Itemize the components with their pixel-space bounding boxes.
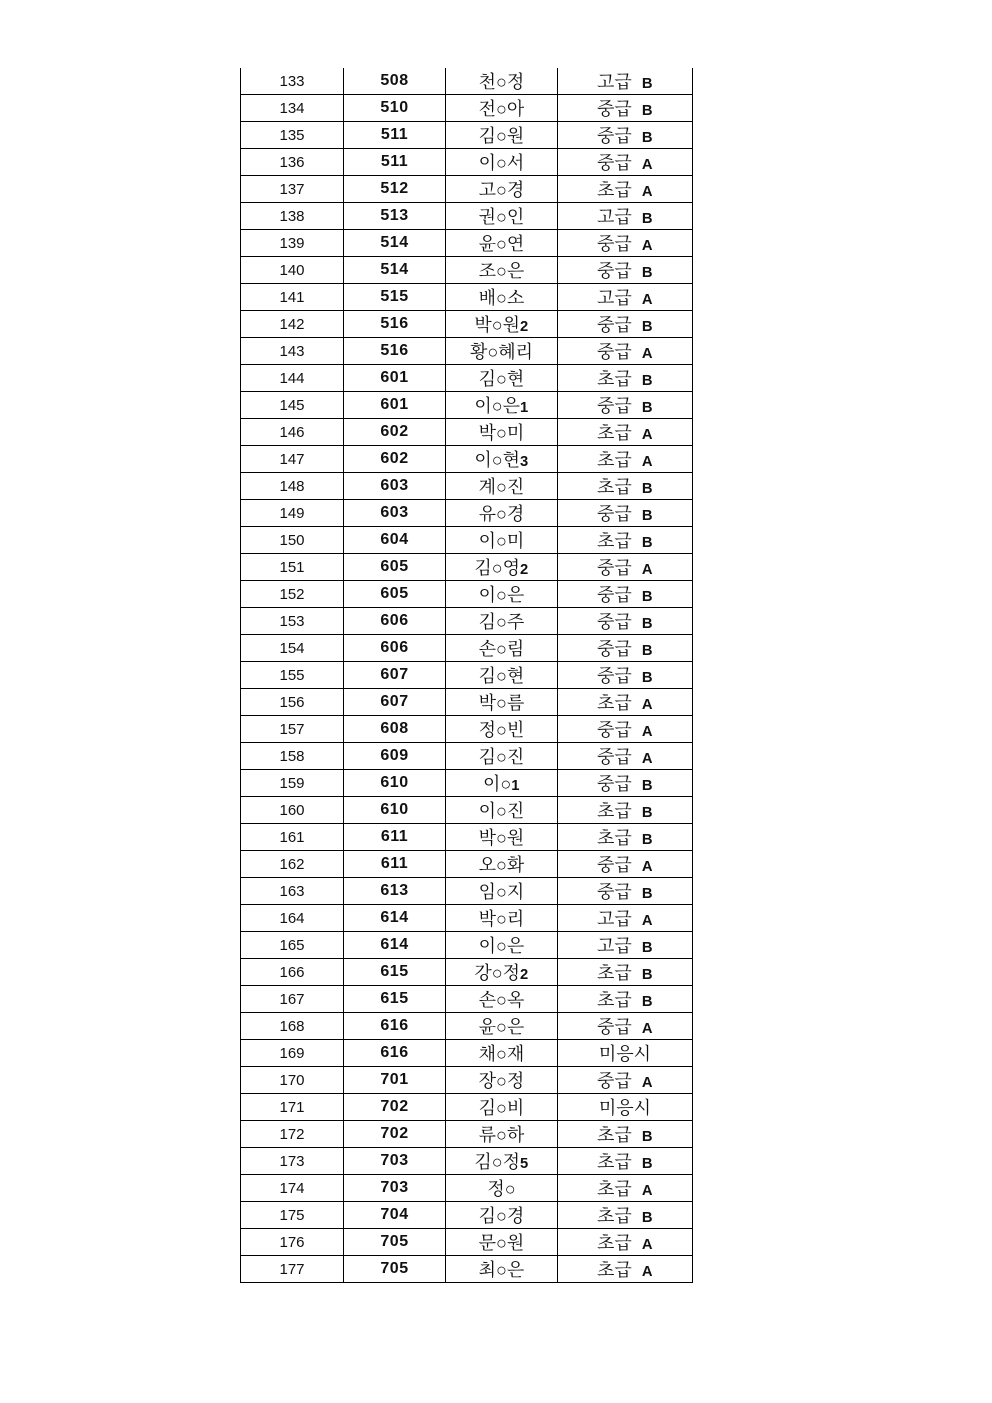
level-result-cell: 초급 A bbox=[558, 1175, 693, 1202]
applicant-name-cell: 최○은 bbox=[446, 1256, 558, 1283]
table-row bbox=[241, 743, 693, 770]
level-result-cell: 초급 B bbox=[558, 959, 693, 986]
level-result-cell: 미응시 bbox=[558, 1040, 693, 1067]
row-number-cell: 138 bbox=[241, 203, 344, 230]
table-row bbox=[241, 446, 693, 473]
applicant-name-cell: 김○원 bbox=[446, 122, 558, 149]
level-result-cell: 초급 B bbox=[558, 1148, 693, 1175]
level-result-cell: 중급 A bbox=[558, 338, 693, 365]
row-number-cell: 150 bbox=[241, 527, 344, 554]
level-result-cell: 고급 B bbox=[558, 932, 693, 959]
row-number-cell: 161 bbox=[241, 824, 344, 851]
level-result-cell: 중급 B bbox=[558, 122, 693, 149]
applicant-name-cell: 유○경 bbox=[446, 500, 558, 527]
row-number-cell: 149 bbox=[241, 500, 344, 527]
table-row bbox=[241, 1148, 693, 1175]
row-number-cell: 155 bbox=[241, 662, 344, 689]
level-result-cell: 고급 B bbox=[558, 68, 693, 95]
applicant-code-cell: 611 bbox=[344, 824, 446, 851]
row-number-cell: 152 bbox=[241, 581, 344, 608]
applicant-code-cell: 606 bbox=[344, 608, 446, 635]
applicant-code-cell: 607 bbox=[344, 689, 446, 716]
table-row bbox=[241, 392, 693, 419]
table-row bbox=[241, 1013, 693, 1040]
row-number-cell: 141 bbox=[241, 284, 344, 311]
table-body bbox=[241, 68, 693, 1283]
level-result-cell: 중급 B bbox=[558, 95, 693, 122]
applicant-name-cell: 이○서 bbox=[446, 149, 558, 176]
table-row bbox=[241, 689, 693, 716]
applicant-name-cell: 이○1 bbox=[446, 770, 558, 797]
row-number-cell: 157 bbox=[241, 716, 344, 743]
row-number-cell: 151 bbox=[241, 554, 344, 581]
applicant-name-cell: 박○름 bbox=[446, 689, 558, 716]
applicant-code-cell: 515 bbox=[344, 284, 446, 311]
level-result-cell: 중급 B bbox=[558, 257, 693, 284]
applicant-code-cell: 609 bbox=[344, 743, 446, 770]
applicant-code-cell: 513 bbox=[344, 203, 446, 230]
table-row bbox=[241, 176, 693, 203]
applicant-name-cell: 김○현 bbox=[446, 365, 558, 392]
table-row bbox=[241, 716, 693, 743]
row-number-cell: 156 bbox=[241, 689, 344, 716]
row-number-cell: 172 bbox=[241, 1121, 344, 1148]
table-row bbox=[241, 419, 693, 446]
applicant-code-cell: 616 bbox=[344, 1040, 446, 1067]
applicant-name-cell: 김○비 bbox=[446, 1094, 558, 1121]
row-number-cell: 159 bbox=[241, 770, 344, 797]
applicant-name-cell: 정○빈 bbox=[446, 716, 558, 743]
applicant-code-cell: 601 bbox=[344, 392, 446, 419]
applicant-name-cell: 김○정5 bbox=[446, 1148, 558, 1175]
table-row bbox=[241, 770, 693, 797]
applicant-code-cell: 514 bbox=[344, 257, 446, 284]
applicant-name-cell: 배○소 bbox=[446, 284, 558, 311]
table-row bbox=[241, 1229, 693, 1256]
applicant-code-cell: 603 bbox=[344, 500, 446, 527]
applicant-name-cell: 박○리 bbox=[446, 905, 558, 932]
applicant-code-cell: 512 bbox=[344, 176, 446, 203]
level-result-cell: 중급 A bbox=[558, 851, 693, 878]
row-number-cell: 154 bbox=[241, 635, 344, 662]
level-result-cell: 초급 B bbox=[558, 473, 693, 500]
applicant-code-cell: 603 bbox=[344, 473, 446, 500]
applicant-name-cell: 고○경 bbox=[446, 176, 558, 203]
table-row bbox=[241, 473, 693, 500]
applicant-code-cell: 616 bbox=[344, 1013, 446, 1040]
row-number-cell: 167 bbox=[241, 986, 344, 1013]
table-row bbox=[241, 959, 693, 986]
applicant-code-cell: 702 bbox=[344, 1094, 446, 1121]
row-number-cell: 177 bbox=[241, 1256, 344, 1283]
applicant-code-cell: 510 bbox=[344, 95, 446, 122]
row-number-cell: 165 bbox=[241, 932, 344, 959]
applicant-code-cell: 613 bbox=[344, 878, 446, 905]
applicant-name-cell: 김○영2 bbox=[446, 554, 558, 581]
level-result-cell: 초급 B bbox=[558, 527, 693, 554]
level-result-cell: 중급 A bbox=[558, 716, 693, 743]
applicant-name-cell: 이○은 bbox=[446, 581, 558, 608]
table-row bbox=[241, 284, 693, 311]
row-number-cell: 145 bbox=[241, 392, 344, 419]
table-row bbox=[241, 311, 693, 338]
table-row bbox=[241, 257, 693, 284]
applicant-code-cell: 705 bbox=[344, 1256, 446, 1283]
applicant-name-cell: 임○지 bbox=[446, 878, 558, 905]
row-number-cell: 158 bbox=[241, 743, 344, 770]
level-result-cell: 초급 B bbox=[558, 824, 693, 851]
applicant-name-cell: 장○정 bbox=[446, 1067, 558, 1094]
level-result-cell: 중급 A bbox=[558, 149, 693, 176]
applicant-name-cell: 이○은1 bbox=[446, 392, 558, 419]
applicant-name-cell: 박○원2 bbox=[446, 311, 558, 338]
applicant-code-cell: 610 bbox=[344, 770, 446, 797]
applicant-name-cell: 이○미 bbox=[446, 527, 558, 554]
applicant-code-cell: 601 bbox=[344, 365, 446, 392]
level-result-cell: 중급 A bbox=[558, 743, 693, 770]
applicant-name-cell: 이○진 bbox=[446, 797, 558, 824]
row-number-cell: 160 bbox=[241, 797, 344, 824]
table-row bbox=[241, 797, 693, 824]
row-number-cell: 176 bbox=[241, 1229, 344, 1256]
applicant-name-cell: 손○림 bbox=[446, 635, 558, 662]
applicant-name-cell: 이○은 bbox=[446, 932, 558, 959]
table-row bbox=[241, 608, 693, 635]
applicant-name-cell: 정○ bbox=[446, 1175, 558, 1202]
row-number-cell: 153 bbox=[241, 608, 344, 635]
applicant-name-cell: 박○원 bbox=[446, 824, 558, 851]
table-row bbox=[241, 203, 693, 230]
applicant-code-cell: 608 bbox=[344, 716, 446, 743]
applicant-name-cell: 오○화 bbox=[446, 851, 558, 878]
applicant-code-cell: 703 bbox=[344, 1148, 446, 1175]
applicant-code-cell: 705 bbox=[344, 1229, 446, 1256]
row-number-cell: 143 bbox=[241, 338, 344, 365]
row-number-cell: 148 bbox=[241, 473, 344, 500]
applicant-code-cell: 604 bbox=[344, 527, 446, 554]
row-number-cell: 134 bbox=[241, 95, 344, 122]
level-result-cell: 중급 B bbox=[558, 662, 693, 689]
level-result-cell: 초급 B bbox=[558, 365, 693, 392]
applicant-name-cell: 김○경 bbox=[446, 1202, 558, 1229]
row-number-cell: 146 bbox=[241, 419, 344, 446]
table-row bbox=[241, 1094, 693, 1121]
applicant-code-cell: 511 bbox=[344, 149, 446, 176]
table-row bbox=[241, 95, 693, 122]
applicant-code-cell: 516 bbox=[344, 311, 446, 338]
applicant-code-cell: 607 bbox=[344, 662, 446, 689]
level-result-cell: 초급 B bbox=[558, 1202, 693, 1229]
applicant-name-cell: 전○아 bbox=[446, 95, 558, 122]
applicant-name-cell: 손○옥 bbox=[446, 986, 558, 1013]
row-number-cell: 174 bbox=[241, 1175, 344, 1202]
table-row bbox=[241, 500, 693, 527]
table-row bbox=[241, 824, 693, 851]
applicant-code-cell: 514 bbox=[344, 230, 446, 257]
level-result-cell: 중급 B bbox=[558, 311, 693, 338]
table-row bbox=[241, 905, 693, 932]
row-number-cell: 175 bbox=[241, 1202, 344, 1229]
applicant-code-cell: 602 bbox=[344, 419, 446, 446]
applicant-code-cell: 614 bbox=[344, 932, 446, 959]
row-number-cell: 166 bbox=[241, 959, 344, 986]
level-result-cell: 초급 A bbox=[558, 446, 693, 473]
level-result-cell: 초급 A bbox=[558, 1229, 693, 1256]
table-row bbox=[241, 1121, 693, 1148]
applicant-code-cell: 605 bbox=[344, 554, 446, 581]
row-number-cell: 139 bbox=[241, 230, 344, 257]
applicant-name-cell: 천○정 bbox=[446, 68, 558, 95]
row-number-cell: 170 bbox=[241, 1067, 344, 1094]
table-row bbox=[241, 986, 693, 1013]
applicant-code-cell: 508 bbox=[344, 68, 446, 95]
applicant-name-cell: 황○혜리 bbox=[446, 338, 558, 365]
row-number-cell: 136 bbox=[241, 149, 344, 176]
table-row bbox=[241, 1256, 693, 1283]
level-result-cell: 초급 A bbox=[558, 689, 693, 716]
applicant-code-cell: 516 bbox=[344, 338, 446, 365]
row-number-cell: 168 bbox=[241, 1013, 344, 1040]
level-result-cell: 초급 A bbox=[558, 176, 693, 203]
table-row bbox=[241, 149, 693, 176]
level-result-cell: 중급 B bbox=[558, 878, 693, 905]
applicant-code-cell: 602 bbox=[344, 446, 446, 473]
table-row bbox=[241, 68, 693, 95]
applicant-code-cell: 615 bbox=[344, 986, 446, 1013]
level-result-cell: 미응시 bbox=[558, 1094, 693, 1121]
row-number-cell: 171 bbox=[241, 1094, 344, 1121]
row-number-cell: 140 bbox=[241, 257, 344, 284]
level-result-cell: 초급 B bbox=[558, 1121, 693, 1148]
table-row bbox=[241, 122, 693, 149]
table-row bbox=[241, 338, 693, 365]
applicant-name-cell: 윤○연 bbox=[446, 230, 558, 257]
level-result-cell: 중급 A bbox=[558, 1013, 693, 1040]
row-number-cell: 173 bbox=[241, 1148, 344, 1175]
applicant-name-cell: 조○은 bbox=[446, 257, 558, 284]
table-row bbox=[241, 527, 693, 554]
applicant-code-cell: 606 bbox=[344, 635, 446, 662]
applicant-name-cell: 박○미 bbox=[446, 419, 558, 446]
applicant-code-cell: 614 bbox=[344, 905, 446, 932]
row-number-cell: 142 bbox=[241, 311, 344, 338]
row-number-cell: 147 bbox=[241, 446, 344, 473]
table-row bbox=[241, 1040, 693, 1067]
level-result-cell: 중급 B bbox=[558, 770, 693, 797]
level-result-cell: 중급 A bbox=[558, 554, 693, 581]
applicant-code-cell: 605 bbox=[344, 581, 446, 608]
table-row bbox=[241, 554, 693, 581]
applicant-name-cell: 김○진 bbox=[446, 743, 558, 770]
row-number-cell: 137 bbox=[241, 176, 344, 203]
row-number-cell: 169 bbox=[241, 1040, 344, 1067]
table-row bbox=[241, 1202, 693, 1229]
applicant-name-cell: 이○현3 bbox=[446, 446, 558, 473]
applicant-code-cell: 511 bbox=[344, 122, 446, 149]
table-row bbox=[241, 1175, 693, 1202]
table-row bbox=[241, 662, 693, 689]
level-result-cell: 중급 B bbox=[558, 392, 693, 419]
table-row bbox=[241, 581, 693, 608]
applicant-name-cell: 계○진 bbox=[446, 473, 558, 500]
level-result-cell: 초급 A bbox=[558, 1256, 693, 1283]
level-result-cell: 고급 A bbox=[558, 905, 693, 932]
table-row bbox=[241, 635, 693, 662]
level-result-cell: 중급 B bbox=[558, 581, 693, 608]
row-number-cell: 163 bbox=[241, 878, 344, 905]
row-number-cell: 164 bbox=[241, 905, 344, 932]
applicant-code-cell: 702 bbox=[344, 1121, 446, 1148]
applicant-name-cell: 김○주 bbox=[446, 608, 558, 635]
level-result-cell: 고급 A bbox=[558, 284, 693, 311]
applicant-name-cell: 김○현 bbox=[446, 662, 558, 689]
applicant-code-cell: 704 bbox=[344, 1202, 446, 1229]
applicant-code-cell: 611 bbox=[344, 851, 446, 878]
applicant-code-cell: 615 bbox=[344, 959, 446, 986]
level-result-cell: 고급 B bbox=[558, 203, 693, 230]
level-result-cell: 중급 B bbox=[558, 500, 693, 527]
level-result-cell: 중급 A bbox=[558, 230, 693, 257]
results-table bbox=[240, 68, 693, 1283]
table-row bbox=[241, 932, 693, 959]
applicant-name-cell: 문○원 bbox=[446, 1229, 558, 1256]
table-row bbox=[241, 1067, 693, 1094]
table-row bbox=[241, 851, 693, 878]
applicant-code-cell: 701 bbox=[344, 1067, 446, 1094]
applicant-code-cell: 610 bbox=[344, 797, 446, 824]
applicant-name-cell: 권○인 bbox=[446, 203, 558, 230]
applicant-name-cell: 강○정2 bbox=[446, 959, 558, 986]
table-row bbox=[241, 230, 693, 257]
level-result-cell: 중급 A bbox=[558, 1067, 693, 1094]
applicant-name-cell: 채○재 bbox=[446, 1040, 558, 1067]
applicant-name-cell: 류○하 bbox=[446, 1121, 558, 1148]
row-number-cell: 135 bbox=[241, 122, 344, 149]
applicant-name-cell: 윤○은 bbox=[446, 1013, 558, 1040]
row-number-cell: 133 bbox=[241, 68, 344, 95]
level-result-cell: 초급 B bbox=[558, 797, 693, 824]
table-row bbox=[241, 365, 693, 392]
level-result-cell: 초급 B bbox=[558, 986, 693, 1013]
applicant-code-cell: 703 bbox=[344, 1175, 446, 1202]
row-number-cell: 162 bbox=[241, 851, 344, 878]
level-result-cell: 초급 A bbox=[558, 419, 693, 446]
row-number-cell: 144 bbox=[241, 365, 344, 392]
table-row bbox=[241, 878, 693, 905]
level-result-cell: 중급 B bbox=[558, 635, 693, 662]
level-result-cell: 중급 B bbox=[558, 608, 693, 635]
